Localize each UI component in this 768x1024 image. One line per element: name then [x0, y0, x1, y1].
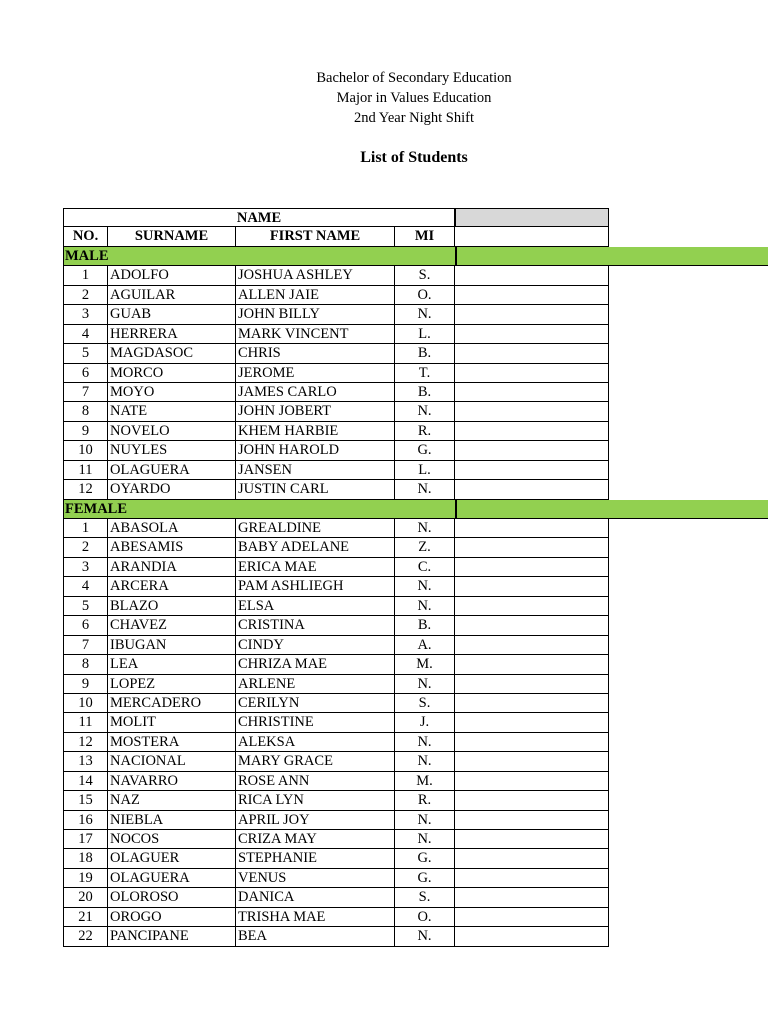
table-row — [63, 597, 609, 616]
middle-initial-cell: N. — [395, 597, 455, 616]
middle-initial-cell: B. — [395, 616, 455, 635]
first-name-cell: BEA — [236, 927, 395, 946]
row-number: 9 — [63, 422, 108, 441]
first-name-cell: ALEKSA — [236, 733, 395, 752]
row-number: 1 — [63, 519, 108, 538]
first-name-cell: BABY ADELANE — [236, 538, 395, 557]
surname-cell: MOYO — [108, 383, 236, 402]
row-number: 10 — [63, 441, 108, 460]
year-shift-line: 2nd Year Night Shift — [353, 110, 475, 126]
section-band — [63, 247, 768, 266]
middle-initial-cell: R. — [395, 791, 455, 810]
surname-cell: HERRERA — [108, 325, 236, 344]
table-row — [63, 402, 609, 421]
row-number: 8 — [63, 402, 108, 421]
first-name-cell: VENUS — [236, 869, 395, 888]
blank-cell — [455, 811, 609, 830]
first-name-cell: JOHN JOBERT — [236, 402, 395, 421]
middle-initial-cell: N. — [395, 811, 455, 830]
middle-initial-cell: O. — [395, 908, 455, 927]
surname-cell: NIEBLA — [108, 811, 236, 830]
table-row — [63, 519, 609, 538]
blank-cell — [455, 927, 609, 946]
row-number: 22 — [63, 927, 108, 946]
surname-cell: MORCO — [108, 364, 236, 383]
first-name-cell: TRISHA MAE — [236, 908, 395, 927]
page-title: List of Students — [360, 149, 468, 166]
table-row — [63, 364, 609, 383]
blank-cell — [455, 461, 609, 480]
first-name-cell: MARK VINCENT — [236, 325, 395, 344]
table-row — [63, 752, 609, 771]
surname-cell: OLOROSO — [108, 888, 236, 907]
table-row — [63, 772, 609, 791]
blank-cell — [455, 636, 609, 655]
row-number: 15 — [63, 791, 108, 810]
blank-cell — [455, 480, 609, 499]
first-name-cell: CHRISTINE — [236, 713, 395, 732]
middle-initial-cell: G. — [395, 441, 455, 460]
surname-cell: OLAGUERA — [108, 869, 236, 888]
blank-cell — [455, 869, 609, 888]
program-line: Bachelor of Secondary Education — [316, 70, 512, 86]
middle-initial-cell: N. — [395, 675, 455, 694]
surname-cell: ABASOLA — [108, 519, 236, 538]
table-row — [63, 616, 609, 635]
first-name-cell: ROSE ANN — [236, 772, 395, 791]
surname-cell: LEA — [108, 655, 236, 674]
surname-cell: CHAVEZ — [108, 616, 236, 635]
row-number: 1 — [63, 266, 108, 285]
table-row — [63, 325, 609, 344]
row-number: 2 — [63, 538, 108, 557]
first-name-cell: JANSEN — [236, 461, 395, 480]
blank-cell — [455, 519, 609, 538]
table-row — [63, 480, 609, 499]
table-row — [63, 441, 609, 460]
middle-initial-cell: N. — [395, 519, 455, 538]
table-row — [63, 791, 609, 810]
table-row — [63, 383, 609, 402]
row-number: 6 — [63, 364, 108, 383]
blank-cell — [455, 694, 609, 713]
first-name-cell: ERICA MAE — [236, 558, 395, 577]
surname-cell: MOSTERA — [108, 733, 236, 752]
row-number: 9 — [63, 675, 108, 694]
blank-cell — [455, 305, 609, 324]
section-header-male — [63, 247, 609, 266]
middle-initial-cell: A. — [395, 636, 455, 655]
first-name-cell: JEROME — [236, 364, 395, 383]
surname-cell: LOPEZ — [108, 675, 236, 694]
row-number: 16 — [63, 811, 108, 830]
blank-cell — [455, 325, 609, 344]
blank-cell — [455, 675, 609, 694]
table-row — [63, 461, 609, 480]
student-table — [63, 208, 609, 947]
middle-initial-cell: Z. — [395, 538, 455, 557]
first-name-cell: JOHN BILLY — [236, 305, 395, 324]
first-name-cell: CRISTINA — [236, 616, 395, 635]
section-label: MALE — [65, 247, 109, 264]
first-name-cell: ALLEN JAIE — [236, 286, 395, 305]
surname-cell: OROGO — [108, 908, 236, 927]
first-name-cell: RICA LYN — [236, 791, 395, 810]
middle-initial-cell: N. — [395, 733, 455, 752]
row-number: 12 — [63, 480, 108, 499]
surname-cell: ARANDIA — [108, 558, 236, 577]
blank-cell — [455, 597, 609, 616]
first-name-cell: JOSHUA ASHLEY — [236, 266, 395, 285]
middle-initial-cell: G. — [395, 869, 455, 888]
first-name-cell: JAMES CARLO — [236, 383, 395, 402]
table-row — [63, 733, 609, 752]
row-number: 14 — [63, 772, 108, 791]
surname-cell: MERCADERO — [108, 694, 236, 713]
major-line: Major in Values Education — [336, 90, 492, 106]
surname-cell: ARCERA — [108, 577, 236, 596]
row-number: 3 — [63, 558, 108, 577]
name-group-header: NAME — [63, 208, 455, 227]
middle-initial-cell: B. — [395, 383, 455, 402]
middle-initial-cell: O. — [395, 286, 455, 305]
blank-cell — [455, 733, 609, 752]
row-number: 18 — [63, 849, 108, 868]
row-number: 12 — [63, 733, 108, 752]
first-name-cell: CERILYN — [236, 694, 395, 713]
first-name-cell: PAM ASHLIEGH — [236, 577, 395, 596]
blank-cell — [455, 772, 609, 791]
surname-cell: MOLIT — [108, 713, 236, 732]
surname-cell: IBUGAN — [108, 636, 236, 655]
surname-cell: ADOLFO — [108, 266, 236, 285]
row-number: 5 — [63, 344, 108, 363]
column-header-surname: SURNAME — [108, 227, 236, 246]
blank-cell — [455, 402, 609, 421]
divider — [455, 500, 457, 519]
table-row — [63, 694, 609, 713]
first-name-cell: CHRIZA MAE — [236, 655, 395, 674]
first-name-cell: KHEM HARBIE — [236, 422, 395, 441]
table-row — [63, 675, 609, 694]
blank-cell — [455, 849, 609, 868]
row-number: 13 — [63, 752, 108, 771]
first-name-cell: APRIL JOY — [236, 811, 395, 830]
first-name-cell: CHRIS — [236, 344, 395, 363]
column-header-no: NO. — [63, 227, 108, 246]
middle-initial-cell: C. — [395, 558, 455, 577]
middle-initial-cell: G. — [395, 849, 455, 868]
middle-initial-cell: S. — [395, 694, 455, 713]
row-number: 10 — [63, 694, 108, 713]
table-body — [63, 247, 609, 947]
surname-cell: NOCOS — [108, 830, 236, 849]
first-name-cell: JUSTIN CARL — [236, 480, 395, 499]
middle-initial-cell: N. — [395, 830, 455, 849]
middle-initial-cell: L. — [395, 325, 455, 344]
row-number: 8 — [63, 655, 108, 674]
table-row — [63, 286, 609, 305]
table-row — [63, 888, 609, 907]
section-header-female — [63, 500, 609, 519]
blank-cell — [455, 713, 609, 732]
table-row — [63, 655, 609, 674]
surname-cell: OYARDO — [108, 480, 236, 499]
middle-initial-cell: J. — [395, 713, 455, 732]
surname-cell: MAGDASOC — [108, 344, 236, 363]
table-row — [63, 266, 609, 285]
table-row — [63, 344, 609, 363]
table-row — [63, 927, 609, 946]
blank-cell — [455, 752, 609, 771]
surname-cell: ABESAMIS — [108, 538, 236, 557]
blank-cell — [455, 344, 609, 363]
row-number: 19 — [63, 869, 108, 888]
table-row — [63, 558, 609, 577]
blank-cell — [455, 286, 609, 305]
middle-initial-cell: S. — [395, 266, 455, 285]
table-group-header-row — [63, 208, 609, 227]
row-number: 21 — [63, 908, 108, 927]
blank-cell — [455, 616, 609, 635]
blank-cell — [455, 383, 609, 402]
surname-cell: PANCIPANE — [108, 927, 236, 946]
row-number: 11 — [63, 713, 108, 732]
surname-cell: BLAZO — [108, 597, 236, 616]
row-number: 7 — [63, 383, 108, 402]
blank-cell — [455, 888, 609, 907]
middle-initial-cell: M. — [395, 772, 455, 791]
row-number: 4 — [63, 577, 108, 596]
blank-cell — [455, 655, 609, 674]
blank-cell — [455, 830, 609, 849]
middle-initial-cell: M. — [395, 655, 455, 674]
middle-initial-cell: N. — [395, 752, 455, 771]
column-header-first-name: FIRST NAME — [236, 227, 395, 246]
blank-cell — [455, 441, 609, 460]
surname-cell: NAZ — [108, 791, 236, 810]
row-number: 7 — [63, 636, 108, 655]
middle-initial-cell: T. — [395, 364, 455, 383]
blank-cell — [455, 364, 609, 383]
first-name-cell: CRIZA MAY — [236, 830, 395, 849]
middle-initial-cell: R. — [395, 422, 455, 441]
table-row — [63, 869, 609, 888]
surname-cell: OLAGUER — [108, 849, 236, 868]
row-number: 4 — [63, 325, 108, 344]
middle-initial-cell: N. — [395, 305, 455, 324]
surname-cell: NOVELO — [108, 422, 236, 441]
column-header-mi: MI — [395, 227, 455, 246]
table-row — [63, 849, 609, 868]
divider — [455, 247, 457, 266]
table-row — [63, 830, 609, 849]
first-name-cell: DANICA — [236, 888, 395, 907]
table-row — [63, 908, 609, 927]
surname-cell: OLAGUERA — [108, 461, 236, 480]
row-number: 3 — [63, 305, 108, 324]
table-row — [63, 713, 609, 732]
surname-cell: NUYLES — [108, 441, 236, 460]
middle-initial-cell: B. — [395, 344, 455, 363]
table-row — [63, 811, 609, 830]
table-row — [63, 577, 609, 596]
blank-cell — [455, 791, 609, 810]
middle-initial-cell: L. — [395, 461, 455, 480]
table-row — [63, 422, 609, 441]
row-number: 20 — [63, 888, 108, 907]
table-column-header-row — [63, 227, 609, 246]
section-label: FEMALE — [65, 500, 128, 517]
blank-cell — [455, 266, 609, 285]
middle-initial-cell: N. — [395, 927, 455, 946]
first-name-cell: GREALDINE — [236, 519, 395, 538]
surname-cell: AGUILAR — [108, 286, 236, 305]
blank-cell — [455, 422, 609, 441]
blank-cell — [455, 908, 609, 927]
first-name-cell: CINDY — [236, 636, 395, 655]
middle-initial-cell: N. — [395, 480, 455, 499]
first-name-cell: ARLENE — [236, 675, 395, 694]
table-row — [63, 636, 609, 655]
blank-cell — [455, 538, 609, 557]
first-name-cell: MARY GRACE — [236, 752, 395, 771]
row-number: 6 — [63, 616, 108, 635]
first-name-cell: JOHN HAROLD — [236, 441, 395, 460]
blank-cell — [455, 577, 609, 596]
row-number: 5 — [63, 597, 108, 616]
surname-cell: NATE — [108, 402, 236, 421]
surname-cell: GUAB — [108, 305, 236, 324]
table-row — [63, 305, 609, 324]
row-number: 17 — [63, 830, 108, 849]
first-name-cell: ELSA — [236, 597, 395, 616]
middle-initial-cell: S. — [395, 888, 455, 907]
middle-initial-cell: N. — [395, 402, 455, 421]
section-band — [63, 500, 768, 519]
surname-cell: NACIONAL — [108, 752, 236, 771]
surname-cell: NAVARRO — [108, 772, 236, 791]
first-name-cell: STEPHANIE — [236, 849, 395, 868]
shaded-header-cell — [455, 208, 609, 227]
blank-cell — [455, 558, 609, 577]
row-number: 2 — [63, 286, 108, 305]
row-number: 11 — [63, 461, 108, 480]
extra-column-header — [455, 227, 609, 246]
middle-initial-cell: N. — [395, 577, 455, 596]
table-row — [63, 538, 609, 557]
